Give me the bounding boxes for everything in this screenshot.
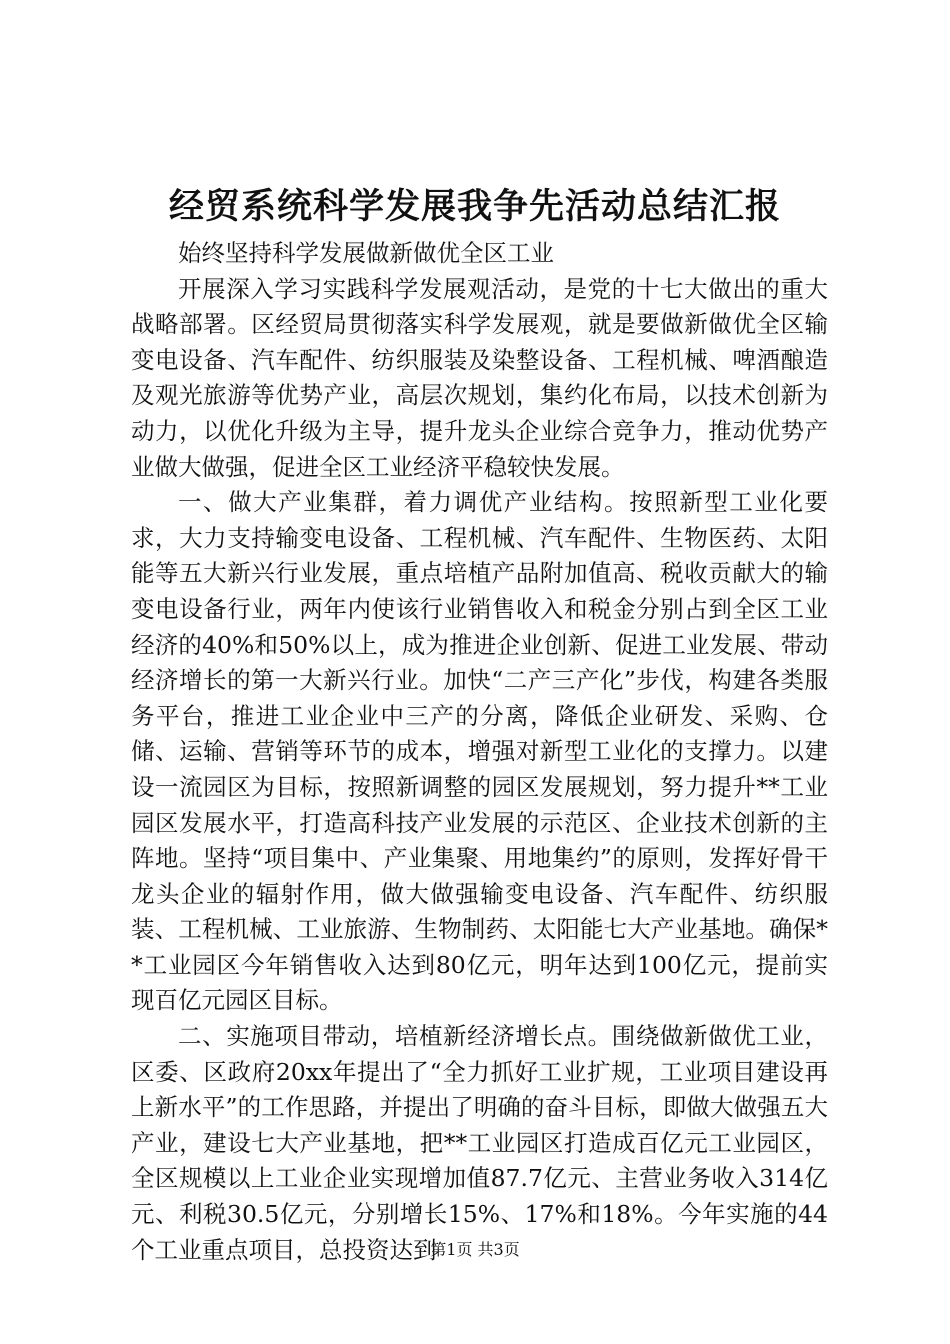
paragraph-section-one: 一、做大产业集群，着力调优产业结构。按照新型工业化要求，大力支持输变电设备、工程机械、汽车配件、生物医药、太阳能等五大新兴行业发展，重点培植产品附加值高、税收贡献大的输变电设备行业，两年内使该行业销售收入和税金分别占到全区工业经济的40%和50%以上，成为推进企业创新、促进工业发展、带动经济增长的第一大新兴行业。加快“二产三产化”步伐，构建各类服务平台，推进工业企业中三产的分离，降低企业研发、采购、仓储、运输、营销等环节的成本，增强对新型工业化的支撑力。以建设一流园区为目标，按照新调整的园区发展规划，努力提升**工业园区发展水平，打造高科技产业发展的示范区、企业技术创新的主阵地。坚持“项目集中、产业集聚、用地集约”的原则，发挥好骨干龙头企业的辐射作用，做大做强输变电设备、汽车配件、纺织服装、工程机械、工业旅游、生物制药、太阳能七大产业基地。确保**工业园区今年销售收入达到80亿元，明年达到100亿元，提前实现百亿元园区目标。 xyxy=(131,488,828,1015)
paragraph-section-two: 二、实施项目带动，培植新经济增长点。围绕做新做优工业，区委、区政府20xx年提出了“全力抓好工业扩规，工业项目建设再上新水平”的工作思路，并提出了明确的奋斗目标，即做大做强五大产业，建设七大产业基地，把**工业园区打造成百亿元工业园区，全区规模以上工业企业实现增加值87.7亿元、主营业务收入314亿元、利税30.5亿元，分别增长15%、17%和18%。今年实施的44个工业重点项目，总投资达到 xyxy=(131,1022,828,1264)
document-body xyxy=(131,236,828,1268)
page-footer: 第1页 共3页 xyxy=(430,1240,520,1259)
document-subtitle: 始终坚持科学发展做新做优全区工业 xyxy=(178,239,554,267)
paragraph-intro: 开展深入学习实践科学发展观活动，是党的十七大做出的重大战略部署。区经贸局贯彻落实科学发展观，就是要做新做优全区输变电设备、汽车配件、纺织服装及染整设备、工程机械、啤酒酿造及观光旅游等优势产业，高层次规划，集约化布局，以技术创新为动力，以优化升级为主导，提升龙头企业综合竞争力，推动优势产业做大做强，促进全区工业经济平稳较快发展。 xyxy=(131,274,828,481)
document-title: 经贸系统科学发展我争先活动总结汇报 xyxy=(168,186,781,227)
